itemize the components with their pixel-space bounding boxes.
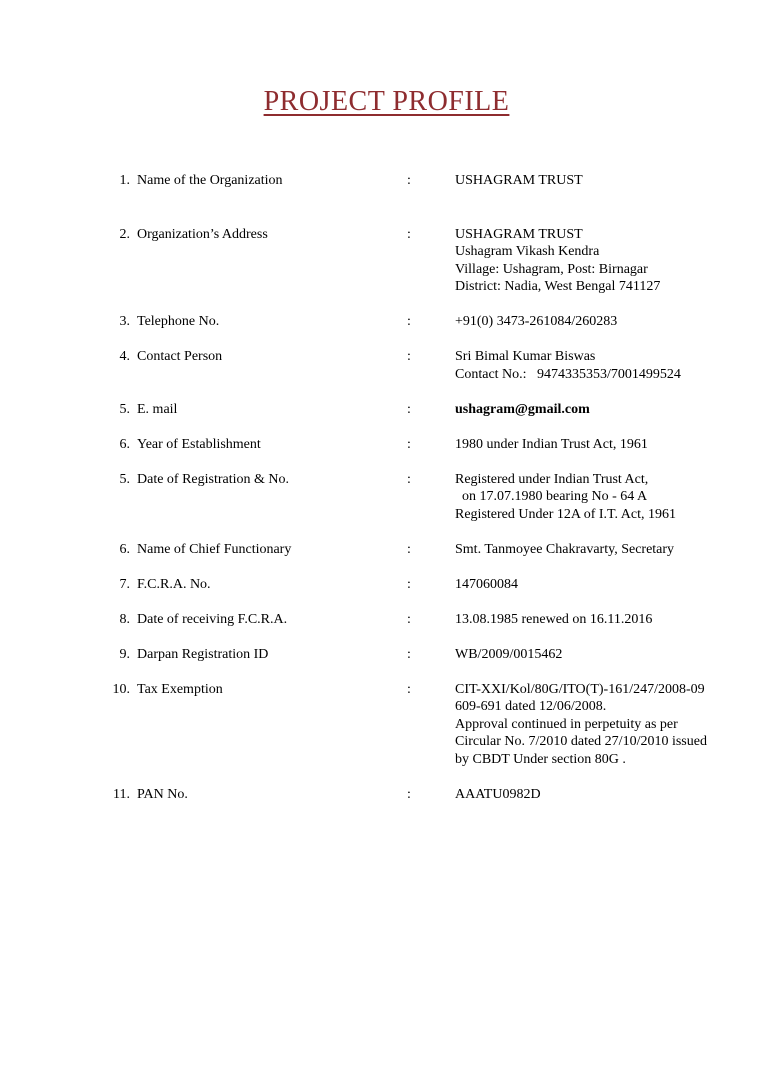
profile-row	[0, 681, 773, 769]
row-colon: :	[407, 436, 411, 452]
row-number: 5.	[119, 401, 130, 417]
row-value	[455, 471, 773, 524]
row-value-line: +91(0) 3473-261084/260283	[455, 314, 618, 329]
row-number: 5.	[119, 471, 130, 487]
document-page	[0, 86, 773, 1086]
row-value-line: Smt. Tanmoyee Chakravarty, Secretary	[455, 541, 675, 557]
profile-row	[0, 786, 773, 804]
row-number: 6.	[119, 436, 130, 452]
row-label: Name of Chief Functionary	[137, 541, 292, 557]
row-value-line: Contact No.: 9474335353/7001499524	[455, 366, 681, 382]
row-colon: :	[407, 646, 411, 662]
row-number: 1.	[119, 173, 130, 188]
row-number: 3.	[119, 314, 130, 329]
row-value-line: on 17.07.1980 bearing No - 64 A	[455, 489, 648, 504]
row-value-line: Approval continued in perpetuity as per	[455, 716, 678, 732]
profile-list	[0, 172, 773, 803]
row-value-line: Ushagram Vikash Kendra	[455, 244, 600, 259]
row-value	[455, 172, 773, 190]
profile-row	[0, 471, 773, 524]
row-label: Contact Person	[137, 349, 223, 364]
profile-row	[0, 172, 773, 190]
row-value-line: 1980 under Indian Trust Act, 1961	[455, 436, 648, 452]
row-label: PAN No.	[137, 786, 188, 802]
row-label: E. mail	[137, 401, 178, 417]
row-label: Date of receiving F.C.R.A.	[137, 611, 288, 627]
row-label: Date of Registration & No.	[137, 471, 290, 487]
row-value-line: ushagram@gmail.com	[455, 401, 590, 417]
row-value	[455, 226, 773, 296]
row-value-line: 609-691 dated 12/06/2008.	[455, 699, 607, 714]
row-label: F.C.R.A. No.	[137, 576, 211, 592]
profile-row	[0, 226, 773, 296]
row-value-line: Registered Under 12A of I.T. Act, 1961	[455, 506, 676, 522]
row-value	[455, 313, 773, 331]
profile-row	[0, 611, 773, 629]
row-value-line: Village: Ushagram, Post: Birnagar	[455, 261, 648, 277]
row-value-line: District: Nadia, West Bengal 741127	[455, 279, 661, 294]
page-title: PROJECT PROFILE	[263, 86, 510, 117]
profile-row	[0, 576, 773, 594]
row-value	[455, 401, 773, 419]
row-value-line: Registered under Indian Trust Act,	[455, 471, 649, 487]
row-value	[455, 576, 773, 594]
row-colon: :	[407, 541, 411, 557]
row-colon: :	[407, 786, 411, 802]
row-colon: :	[407, 401, 411, 417]
row-number: 6.	[119, 541, 130, 557]
row-number: 10.	[112, 681, 130, 697]
row-value-line: USHAGRAM TRUST	[455, 226, 583, 242]
row-colon: :	[407, 173, 411, 188]
profile-row	[0, 401, 773, 419]
row-value	[455, 348, 773, 383]
row-colon: :	[407, 471, 411, 487]
row-value-line: AAATU0982D	[455, 786, 541, 802]
row-value-line: Circular No. 7/2010 dated 27/10/2010 issued	[455, 734, 707, 749]
row-value-line: WB/2009/0015462	[455, 646, 563, 662]
row-value-line: 13.08.1985 renewed on 16.11.2016	[455, 611, 653, 627]
row-label: Year of Establishment	[137, 436, 261, 452]
profile-row	[0, 348, 773, 383]
row-number: 9.	[119, 646, 130, 662]
row-number: 11.	[113, 786, 130, 802]
row-value-line: Sri Bimal Kumar Biswas	[455, 349, 596, 364]
row-number: 2.	[119, 226, 130, 242]
profile-row	[0, 313, 773, 331]
row-colon: :	[407, 226, 411, 242]
row-value-line: USHAGRAM TRUST	[455, 173, 583, 188]
row-colon: :	[407, 314, 411, 329]
row-value-line: CIT-XXI/Kol/80G/ITO(T)-161/247/2008-09	[455, 681, 705, 697]
profile-row	[0, 436, 773, 454]
row-label: Organization’s Address	[137, 226, 268, 242]
row-number: 8.	[119, 611, 130, 627]
row-colon: :	[407, 611, 411, 627]
row-colon: :	[407, 576, 411, 592]
row-label: Tax Exemption	[137, 681, 223, 697]
row-label: Darpan Registration ID	[137, 646, 269, 662]
row-label: Name of the Organization	[137, 173, 283, 188]
row-colon: :	[407, 681, 411, 697]
row-colon: :	[407, 349, 411, 364]
row-value	[455, 786, 773, 804]
row-value	[455, 681, 773, 769]
row-value	[455, 646, 773, 664]
row-value	[455, 436, 773, 454]
profile-row	[0, 541, 773, 559]
row-number: 7.	[119, 576, 130, 592]
row-value-line: by CBDT Under section 80G .	[455, 751, 626, 767]
row-value	[455, 611, 773, 629]
row-value-line: 147060084	[455, 576, 518, 592]
profile-row	[0, 646, 773, 664]
row-number: 4.	[119, 349, 130, 364]
row-label: Telephone No.	[137, 314, 220, 329]
row-value	[455, 541, 773, 559]
